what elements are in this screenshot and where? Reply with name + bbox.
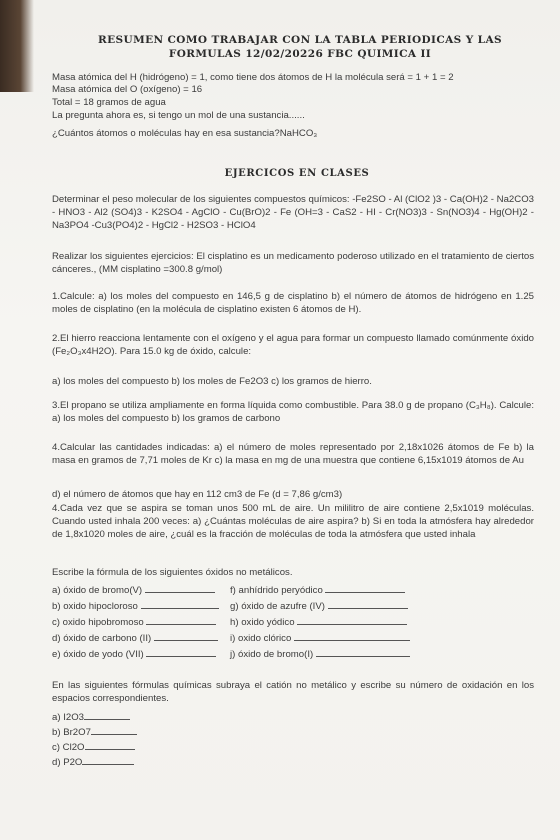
exercise-3: 3.El propano se utiliza ampliamente en forma líquida como combustible. Para 38.0 g de propano (C₃H₈). Calcule: a) los moles del compuesto b) los gramos de carbono <box>52 400 534 424</box>
intro-question: ¿Cuántos átomos o moléculas hay en esa sustancia?NaHCO₃ <box>52 128 318 139</box>
answer-blank[interactable] <box>316 647 410 657</box>
oxido-item-f: f) anhídrido peryódico <box>230 583 405 597</box>
answer-blank[interactable] <box>146 647 216 657</box>
oxido-item-j: j) óxido de bromo(I) <box>230 647 410 661</box>
answer-blank[interactable] <box>154 631 218 641</box>
exercise-4-d: d) el número de átomos que hay en 112 cm3 de Fe (d = 7,86 g/cm3) <box>52 489 343 500</box>
oxido-item-b: b) oxido hipocloroso <box>52 599 219 613</box>
answer-blank[interactable] <box>141 599 219 609</box>
exercise-4-cont: 4.Cada vez que se aspira se toman unos 500 mL de aire. Un mililitro de aire contiene 2,5x1019 moléculas. Cuando usted inhala 200 veces: a) ¿Cuántas moléculas de aire aspira? b) Si en toda la atmósfera hay alrededor de 1,8x1020 moles de aire, ¿cuál es la fracción de moléculas de toda la atmósfera que usted inhala <box>52 503 534 540</box>
oxido-item-h: h) oxido yódico <box>230 615 407 629</box>
answer-blank[interactable] <box>82 755 134 765</box>
oxido-item-g: g) óxido de azufre (IV) <box>230 599 408 613</box>
cation-item-d: d) P2O <box>52 755 134 769</box>
document-title-line1: RESUMEN COMO TRABAJAR CON LA TABLA PERIODICAS Y LAS <box>98 34 502 46</box>
answer-blank[interactable] <box>91 725 137 735</box>
exercise-peso-molecular: Determinar el peso molecular de los siguientes compuestos químicos: -Fe2SO - Al (ClO2 )3 - Ca(OH)2 - Na2CO3 - HNO3 - Al2 (SO4)3 - K2SO4 - AgClO - Cu(BrO)2 - Fe (OH=3 - CaS2 - HI - Cr(NO3)3 - Sn(NO3)4 - Hg(OH)2 - Na3PO4 -Cu3(PO4)2 - HgCl2 - H2SO3 - HClO4 <box>52 194 534 231</box>
answer-blank[interactable] <box>328 599 408 609</box>
intro-line: La pregunta ahora es, si tengo un mol de una sustancia...... <box>52 110 305 121</box>
intro-line: Total = 18 gramos de agua <box>52 97 166 108</box>
answer-blank[interactable] <box>84 710 130 720</box>
answer-blank[interactable] <box>297 615 407 625</box>
answer-blank[interactable] <box>146 615 216 625</box>
exercise-2-parts: a) los moles del compuesto b) los moles de Fe2O3 c) los gramos de hierro. <box>52 376 372 387</box>
cation-item-a: a) I2O3 <box>52 710 130 724</box>
cation-item-c: c) Cl2O <box>52 740 135 754</box>
answer-blank[interactable] <box>294 631 410 641</box>
oxido-item-c: c) oxido hipobromoso <box>52 615 216 629</box>
section-title: EJERCICOS EN CLASES <box>224 168 370 179</box>
oxido-item-a: a) óxido de bromo(V) <box>52 583 215 597</box>
exercise-2: 2.El hierro reacciona lentamente con el oxígeno y el agua para formar un compuesto llamado comúnmente óxido (Fe₂O₃x4H2O). Para 15.0 kg de óxido, calcule: <box>52 333 534 357</box>
cationes-intro: En las siguientes fórmulas químicas subraya el catión no metálico y escribe su número de oxidación en los espacios correspondientes. <box>52 680 534 704</box>
intro-line: Masa atómica del H (hidrógeno) = 1, como tiene dos átomos de H la molécula será = 1 + 1 = 2 <box>52 72 454 83</box>
answer-blank[interactable] <box>145 583 215 593</box>
oxido-item-d: d) óxido de carbono (II) <box>52 631 218 645</box>
intro-line: Masa atómica del O (oxígeno) = 16 <box>52 84 203 95</box>
exercise-4: 4.Calcular las cantidades indicadas: a) el número de moles representado por 2,18x1026 átomos de Fe b) la masa en gramos de 7,71 moles de Kr c) la masa en mg de una muestra que contiene 6,15x1019 átomos de Au <box>52 442 534 466</box>
document-title-line2: FORMULAS 12/02/20226 FBC QUIMICA II <box>168 48 432 60</box>
photo-corner-shadow <box>0 0 34 92</box>
answer-blank[interactable] <box>85 740 135 750</box>
oxido-item-e: e) óxido de yodo (VII) <box>52 647 216 661</box>
exercise-cisplatino-intro: Realizar los siguientes ejercicios: El cisplatino es un medicamento poderoso utilizado en el tratamiento de ciertos cánceres., (MM cisplatino =300.8 g/mol) <box>52 251 534 275</box>
answer-blank[interactable] <box>325 583 405 593</box>
exercise-1: 1.Calcule: a) los moles del compuesto en 146,5 g de cisplatino b) el número de átomos de hidrógeno en 1.25 moles de cisplatino (en la molécula de cisplatino existen 6 átomos de H). <box>52 291 534 315</box>
oxido-item-i: i) oxido clórico <box>230 631 410 645</box>
cation-item-b: b) Br2O7 <box>52 725 137 739</box>
oxidos-intro: Escribe la fórmula de los siguientes óxidos no metálicos. <box>52 567 293 578</box>
